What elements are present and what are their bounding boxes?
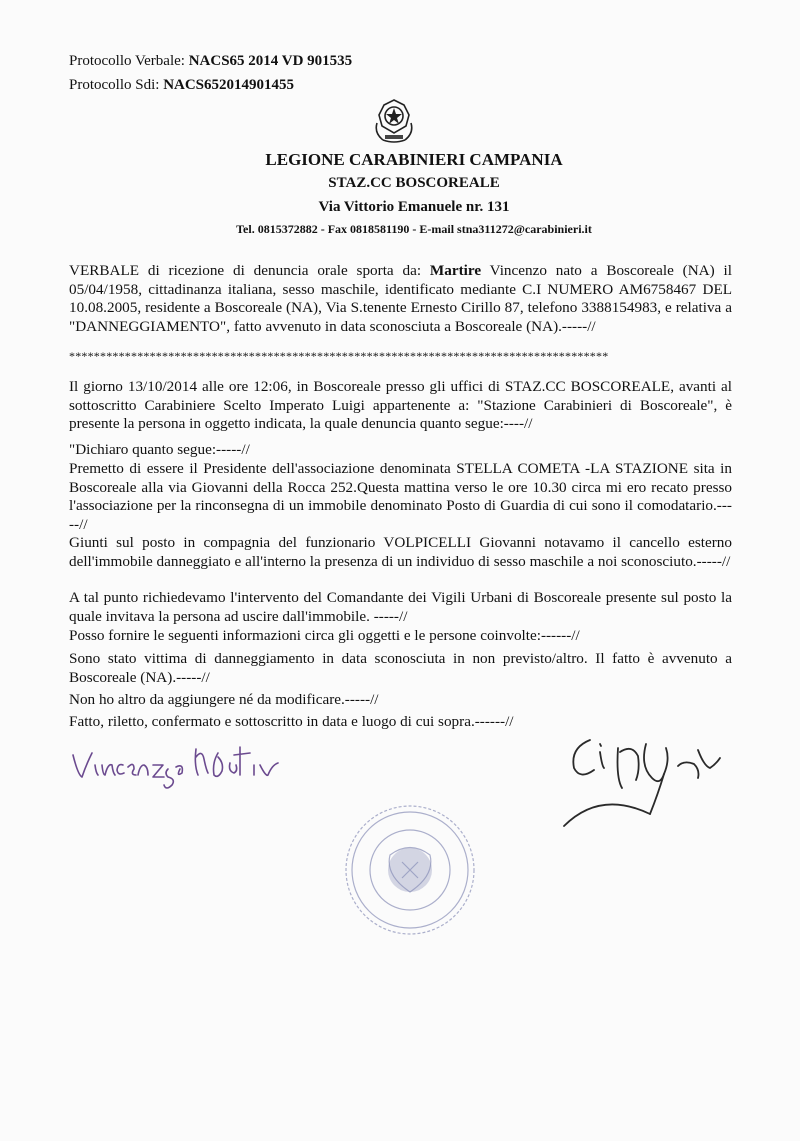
statement-paragraph-3: Premetto di essere il Presidente dell'associazione denominata STELLA COMETA -LA STAZIONE sita in Boscoreale alla via Giovanni della Rocca 252.Questa mattina verso le ore 10.30 circa mi ero recato presso l'associazione per la rinconsegna di un immobile denominato Posto di Guardia di cui sono il comodatario.-----//: [69, 460, 732, 533]
protocol-sdi-label: Protocollo Sdi:: [69, 77, 160, 93]
statement-paragraph-5: A tal punto richiedevamo l'intervento del Comandante dei Vigili Urbani di Boscoreale presente sul posto la quale invitava la persona ad uscire dall'immobile. -----//: [69, 589, 732, 625]
station-address: Via Vittorio Emanuele nr. 131: [318, 199, 510, 215]
station-contacts: Tel. 0815372882 - Fax 0818581190 - E-mail stna311272@carabinieri.it: [236, 222, 592, 236]
statement-paragraph-6: Posso fornire le seguenti informazioni circa gli oggetti e le persone coinvolte:------//: [69, 627, 580, 644]
intro-surname: Martire: [429, 262, 482, 279]
protocol-verbale-value: NACS65 2014 VD 901535: [188, 53, 353, 69]
statement-paragraph-2: "Dichiaro quanto segue:-----//: [69, 441, 250, 458]
statement-paragraph-1: Il giorno 13/10/2014 alle ore 12:06, in Boscoreale presso gli uffici di STAZ.CC BOSCOREALE, avanti al sottoscritto Carabiniere Scelto Imperato Luigi appartenente a: "Stazione Carabinieri di Boscoreale", è presente la persona in oggetto indicata, la quale denuncia quanto segue:----//: [69, 378, 732, 433]
station-title: STAZ.CC BOSCOREALE: [328, 175, 500, 191]
statement-paragraph-9: Fatto, riletto, confermato e sottoscritto in data e luogo di cui sopra.------//: [69, 713, 514, 730]
intro-text-pre: VERBALE di ricezione di denuncia orale sporta da:: [69, 262, 430, 279]
separator-line: ***************************************************************************************: [69, 349, 609, 363]
complainant-signature: [68, 735, 298, 795]
protocol-verbale: [69, 52, 352, 70]
org-title: LEGIONE CARABINIERI CAMPANIA: [265, 150, 563, 169]
statement-paragraph-8: Non ho altro da aggiungere né da modificare.-----//: [69, 691, 379, 708]
official-stamp-seal: [340, 800, 480, 940]
protocol-verbale-label: Protocollo Verbale:: [69, 53, 185, 69]
intro-paragraph: [69, 262, 732, 336]
statement-paragraph-4: Giunti sul posto in compagnia del funzionario VOLPICELLI Giovanni notavamo il cancello esterno dell'immobile danneggiato e all'interno la presenza di un individuo di sesso maschile a noi sconosciuto.-----//: [69, 534, 732, 570]
protocol-sdi-value: NACS652014901455: [163, 77, 295, 93]
protocol-sdi: [69, 76, 294, 94]
intro-text-post: Vincenzo nato a Boscoreale (NA) il 05/04/1958, cittadinanza italiana, sesso maschile, identificato mediante C.I NUMERO AM6758467 DEL 10.08.2005, residente a Boscoreale (NA), Via S.tenente Ernesto Cirillo 87, telefono 3388154983, e relativa a "DANNEGGIAMENTO", fatto avvenuto in data sconosciuta a Boscoreale (NA).-----//: [69, 262, 732, 335]
officer-signature: [560, 730, 740, 830]
republic-emblem-icon: [371, 95, 417, 145]
statement-paragraph-7: Sono stato vittima di danneggiamento in data sconosciuta in non previsto/altro. Il fatto è avvenuto a Boscoreale (NA).-----//: [69, 650, 732, 686]
